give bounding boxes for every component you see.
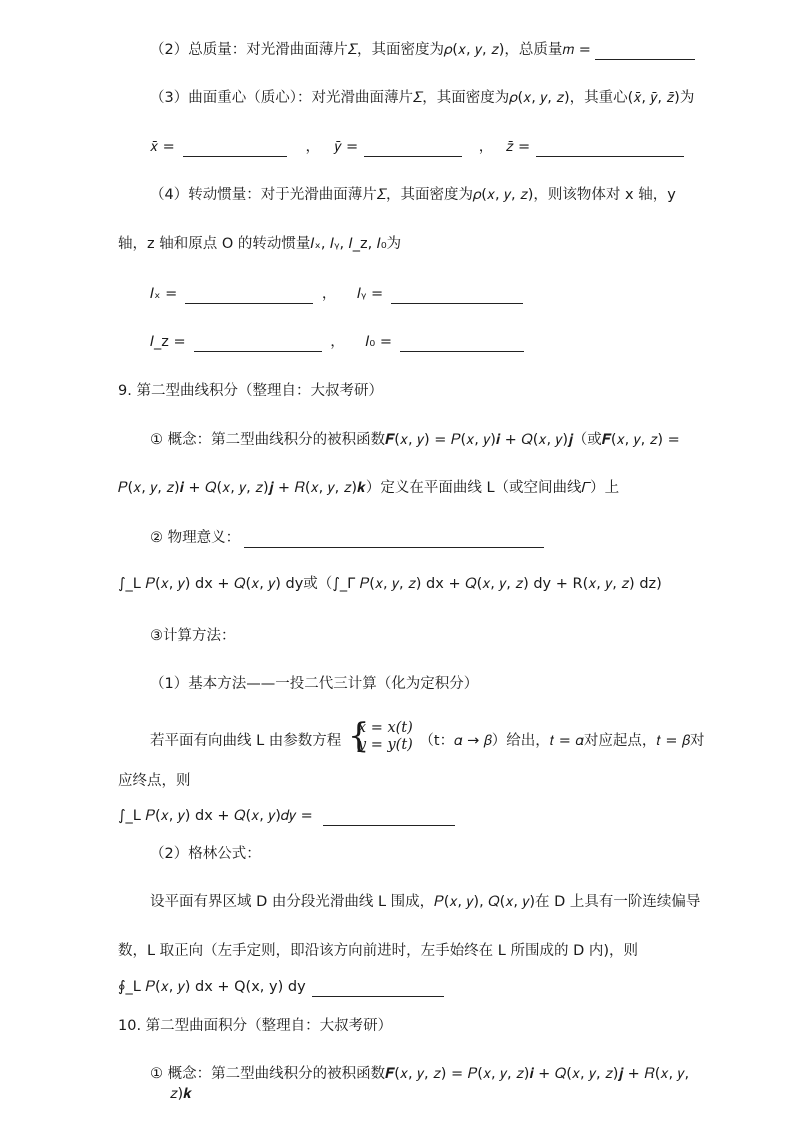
centroid-text: （3）曲面重心（质心）：对光滑曲面薄片𝛴，其面密度为𝜌(𝑥, 𝑦, 𝑧)，其重心(𝑥̄, 𝑦̄, 𝑧̄)为 <box>150 90 695 106</box>
total-mass-text: （2）总质量：对光滑曲面薄片𝛴，其面密度为𝜌(𝑥, 𝑦, 𝑧)，总质量𝑚 = <box>150 42 591 58</box>
green-formula-text: ∮_L 𝑃(𝑥, 𝑦) dx + Q(x, y) dy <box>118 979 306 995</box>
green-condition-line-2 <box>118 941 638 961</box>
inertia-line-1 <box>150 185 676 205</box>
parametric-text-b: （t：𝛼 → 𝛽）给出，𝑡 = 𝛼对应起点，𝑡 = 𝛽对 <box>419 733 705 749</box>
basic-formula-text: ∫_L 𝑃(𝑥, 𝑦) dx + 𝑄(𝑥, 𝑦)𝑑𝑦 = <box>118 808 313 824</box>
blank-green-formula <box>312 980 444 997</box>
endpoint-text: 应终点，则 <box>118 773 191 789</box>
i0-label: 𝐼₀ = <box>365 334 392 350</box>
iy-label: 𝐼ᵧ = <box>356 286 384 302</box>
total-mass-line <box>150 40 699 60</box>
param-x-equation: 𝑥 = 𝑥(𝑡) <box>357 720 413 736</box>
method-heading <box>150 626 236 646</box>
surface-concept-text-1: ① 概念：第二型曲线积分的被积函数𝑭(𝑥, 𝑦, 𝑧) = 𝑃(𝑥, 𝑦, 𝑧)𝒊 + 𝑄(𝑥, 𝑦, 𝑧)𝒋 + 𝑅(𝑥, 𝑦, <box>150 1066 690 1082</box>
inertia-formula-line-1 <box>150 284 527 304</box>
parametric-text-a: 若平面有向曲线 L 由参数方程 <box>150 733 342 749</box>
blank-physical-meaning <box>244 531 544 548</box>
concept-line-2 <box>118 478 619 498</box>
blank-xbar <box>183 140 287 157</box>
green-formula-line <box>118 977 448 997</box>
blank-total-mass <box>595 43 695 60</box>
basic-method-line <box>150 674 478 694</box>
centroid-formula-line <box>150 137 688 157</box>
green-condition-line-1 <box>150 892 700 912</box>
section-9-heading <box>118 381 383 401</box>
inertia-line-2 <box>118 234 401 254</box>
zbar-label: 𝑧̄ = <box>505 139 531 155</box>
line-integral-text: ∫_L 𝑃(𝑥, 𝑦) dx + 𝑄(𝑥, 𝑦) dy或（∫_Γ 𝑃(𝑥, 𝑦, 𝑧) dx + 𝑄(𝑥, 𝑦, 𝑧) dy + R(𝑥, 𝑦, 𝑧) dz) <box>118 576 662 592</box>
sep-2: ， <box>478 139 494 155</box>
xbar-label: 𝑥̄ = <box>150 139 175 155</box>
physical-meaning-line <box>150 528 548 548</box>
concept-text-1: ① 概念：第二型曲线积分的被积函数𝑭(𝑥, 𝑦) = 𝑃(𝑥, 𝑦)𝒊 + 𝑄(𝑥, 𝑦)𝒋（或𝑭(𝑥, 𝑦, 𝑧) = <box>150 432 680 448</box>
sep-3: ， <box>321 286 337 302</box>
param-y-equation: 𝑦 = 𝑦(𝑡) <box>357 737 413 753</box>
parametric-line <box>150 716 705 762</box>
green-condition-text-2: 数，L 取正向（左手定则，即沿该方向前进时，左手始终在 L 所围成的 D 内)，则 <box>118 943 639 959</box>
blank-basic-formula <box>323 809 455 826</box>
surface-concept-line-2 <box>170 1084 192 1104</box>
endpoint-line <box>118 771 191 791</box>
blank-zbar <box>536 140 684 157</box>
section-9-title: 9. 第二型曲线积分（整理自：大叔考研） <box>118 383 383 399</box>
inertia-text-1: （4）转动惯量：对于光滑曲面薄片𝛴，其面密度为𝜌(𝑥, 𝑦, 𝑧)，则该物体对 x 轴，y <box>150 187 676 203</box>
green-heading <box>150 844 261 864</box>
centroid-line <box>150 88 694 108</box>
blank-iz <box>194 335 322 352</box>
blank-ybar <box>364 140 462 157</box>
blank-ix <box>185 287 313 304</box>
parametric-system <box>347 716 413 762</box>
section-10-title: 10. 第二型曲面积分（整理自：大叔考研） <box>118 1018 393 1034</box>
concept-text-2: 𝑃(𝑥, 𝑦, 𝑧)𝒊 + 𝑄(𝑥, 𝑦, 𝑧)𝒋 + 𝑅(𝑥, 𝑦, 𝑧)𝒌）定义在平面曲线 L（或空间曲线𝛤）上 <box>118 480 620 496</box>
blank-i0 <box>400 335 524 352</box>
inertia-text-2: 轴，z 轴和原点 O 的转动惯量𝐼ₓ, 𝐼ᵧ, 𝐼_z, 𝐼₀为 <box>118 236 402 252</box>
surface-concept-line-1 <box>150 1064 689 1084</box>
line-integral-forms <box>118 574 662 594</box>
blank-iy <box>391 287 523 304</box>
sep-4: ， <box>330 334 345 350</box>
left-brace: { <box>347 716 370 756</box>
ybar-label: 𝑦̄ = <box>334 139 359 155</box>
iz-label: 𝐼_z = <box>150 334 186 350</box>
basic-formula-line <box>118 806 459 826</box>
inertia-formula-line-2 <box>150 332 528 352</box>
section-10-heading <box>118 1016 392 1036</box>
method-heading-text: ③计算方法： <box>150 628 236 644</box>
physical-meaning-label: ② 物理意义： <box>150 530 241 546</box>
sep-1: ， <box>305 139 320 155</box>
basic-method-text: （1）基本方法——一投二代三计算（化为定积分） <box>150 676 479 692</box>
green-condition-text-1: 设平面有界区域 D 由分段光滑曲线 L 围成，𝑃(𝑥, 𝑦), 𝑄(𝑥, 𝑦)在 D 上具有一阶连续偏导 <box>150 894 701 910</box>
concept-line-1 <box>150 430 680 450</box>
surface-concept-text-2: 𝑧)𝒌 <box>170 1086 192 1102</box>
green-heading-text: （2）格林公式： <box>150 846 261 862</box>
ix-label: 𝐼ₓ = <box>150 286 178 302</box>
